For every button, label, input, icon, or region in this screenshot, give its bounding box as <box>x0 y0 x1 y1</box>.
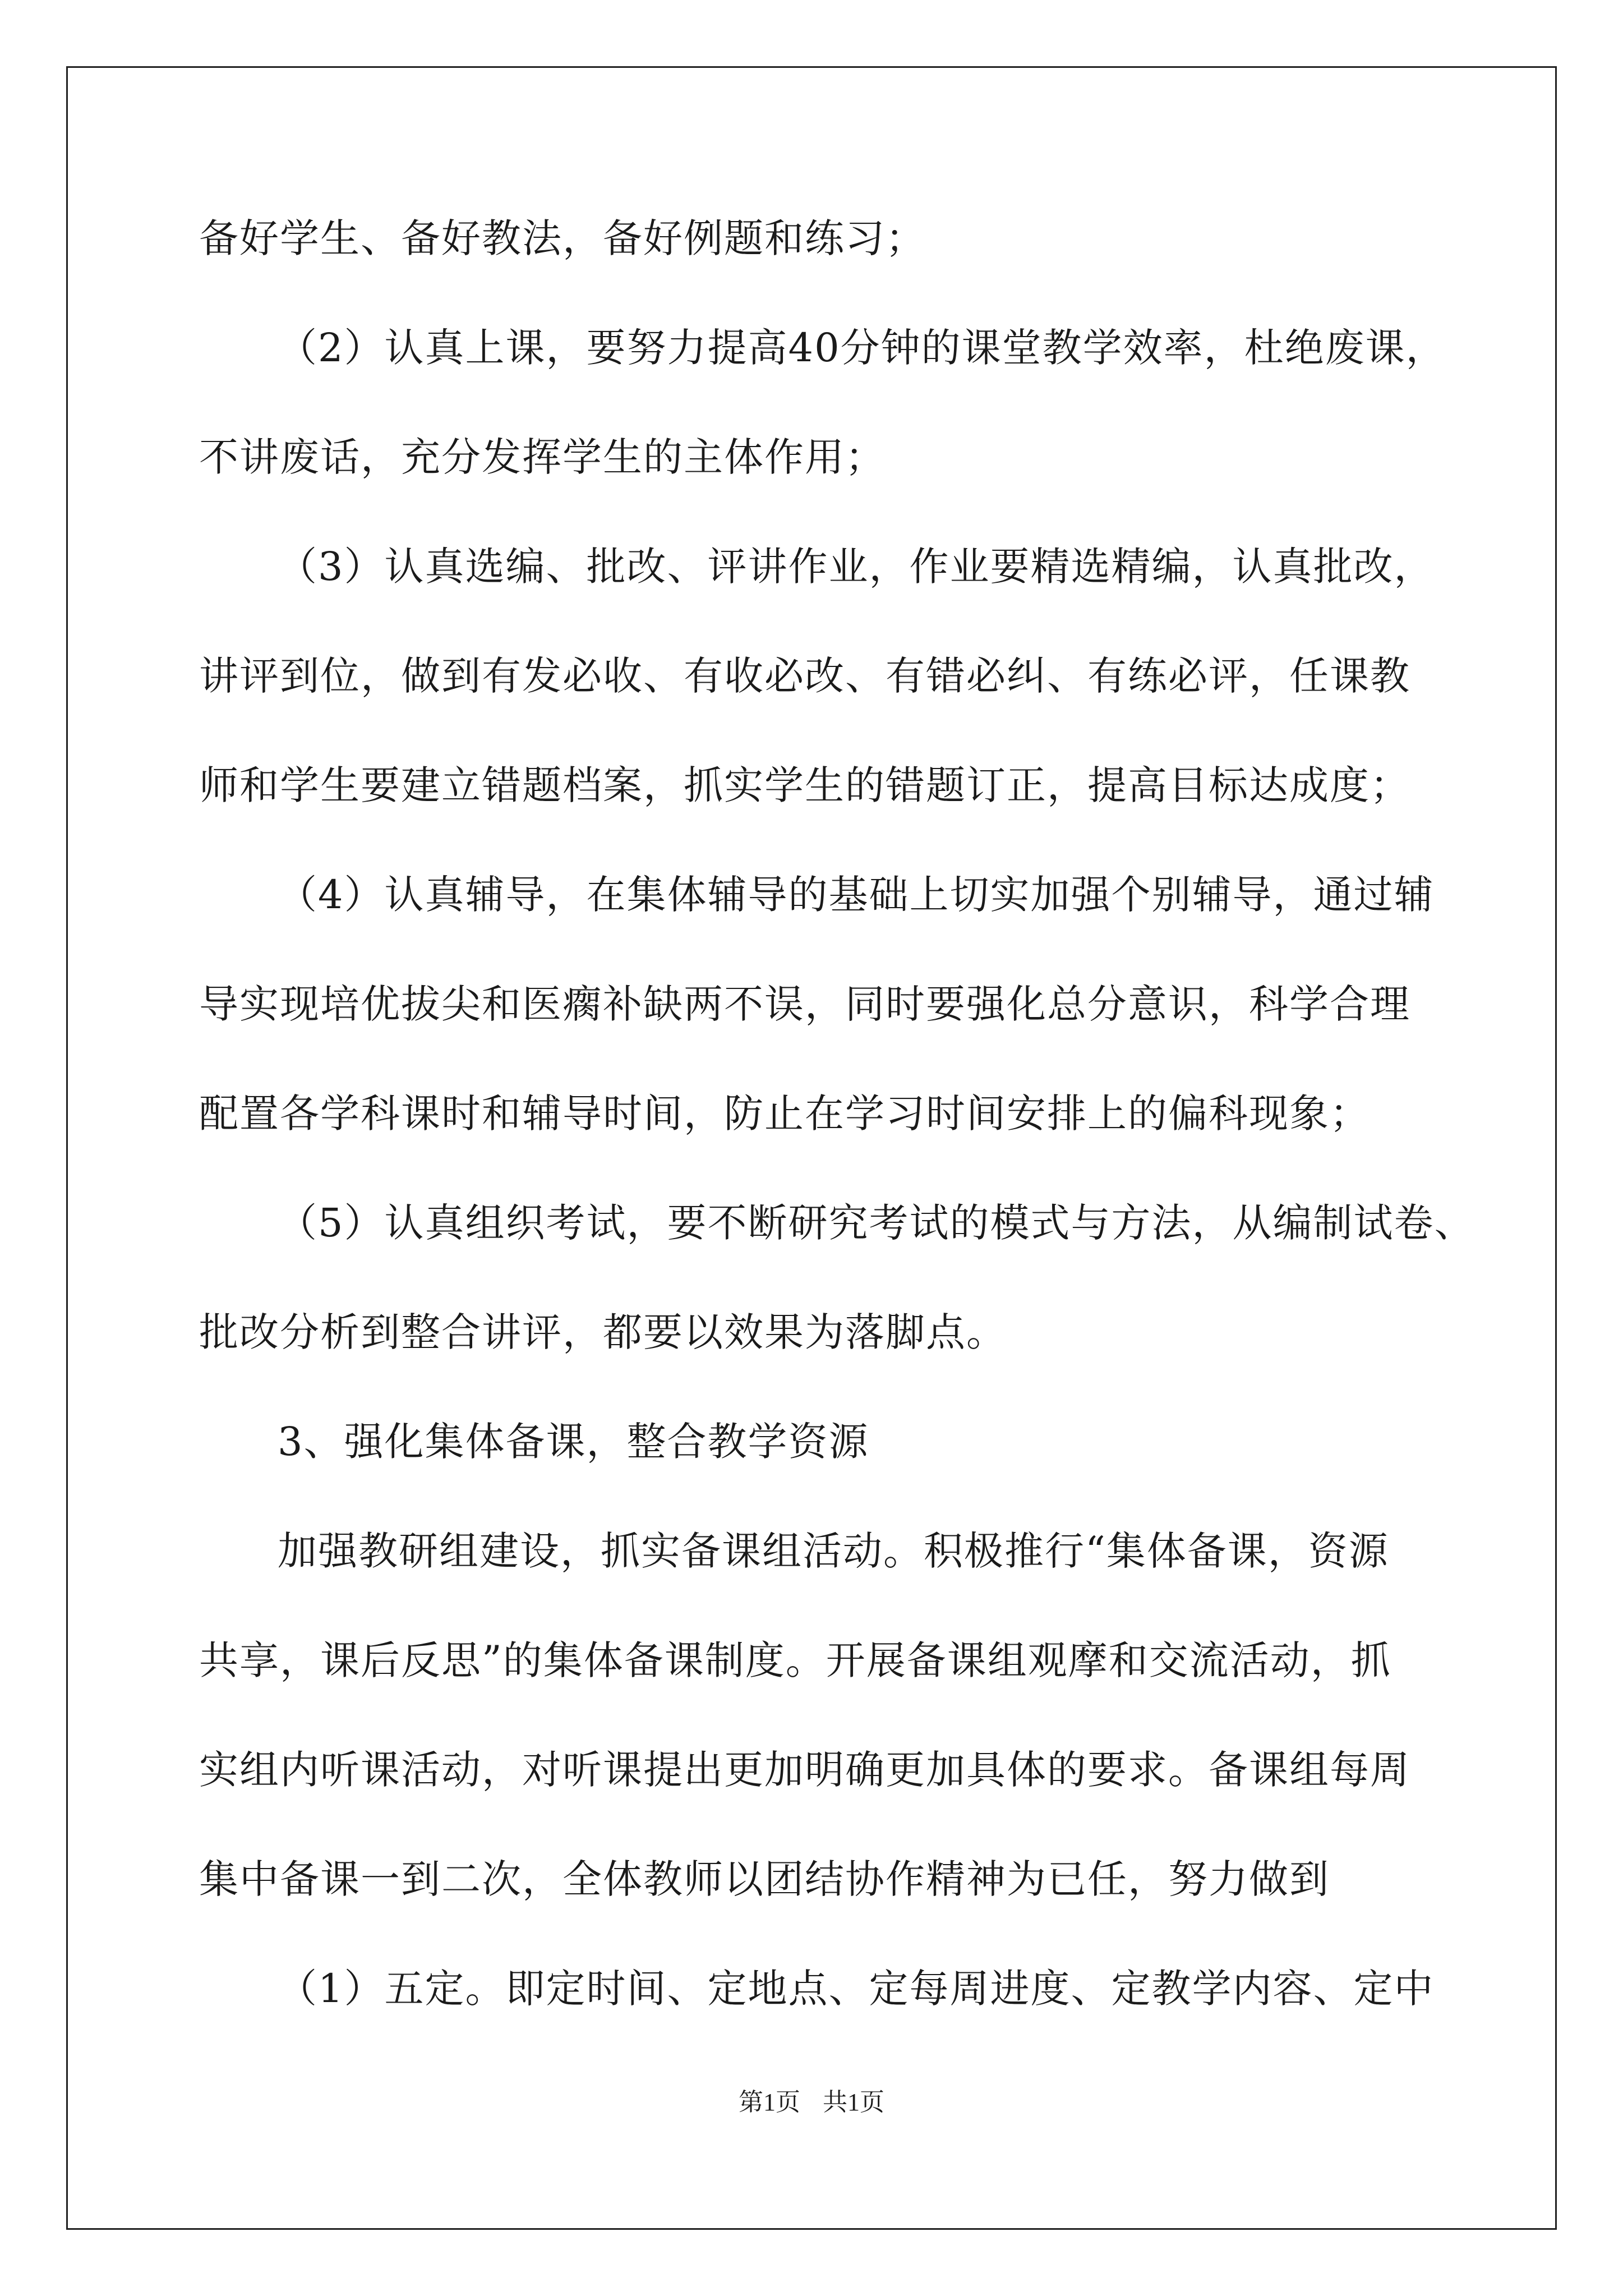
text-line: 共享，课后反思”的集体备课制度。开展备课组观摩和交流活动，抓 <box>199 1637 1391 1683</box>
text-line: （2）认真上课，要努力提高40分钟的课堂教学效率，杜绝废课， <box>278 325 1446 371</box>
page-footer <box>0 2086 1623 2119</box>
section-heading: 3、强化集体备课，整合教学资源 <box>278 1419 869 1465</box>
text-line: 不讲废话，充分发挥学生的主体作用； <box>199 434 886 480</box>
text-line: 配置各学科课时和辅导时间，防止在学习时间安排上的偏科现象； <box>199 1091 1370 1137</box>
text-line: （1）五定。即定时间、定地点、定每周进度、定教学内容、定中 <box>278 1966 1435 2012</box>
text-line: （4）认真辅导，在集体辅导的基础上切实加强个别辅导，通过辅 <box>278 872 1435 918</box>
page-total: 共1页 <box>823 2088 884 2116</box>
text-line: 师和学生要建立错题档案，抓实学生的错题订正，提高目标达成度； <box>199 762 1410 808</box>
text-line: 实组内听课活动，对听课提出更加明确更加具体的要求。备课组每周 <box>199 1747 1410 1793</box>
text-line: 集中备课一到二次，全体教师以团结协作精神为已任，努力做到 <box>199 1856 1330 1902</box>
text-line: 批改分析到整合讲评，都要以效果为落脚点。 <box>199 1309 1007 1355</box>
page-border <box>66 66 1557 2230</box>
text-line: 讲评到位，做到有发必收、有收必改、有错必纠、有练必评，任课教 <box>199 653 1410 699</box>
text-line: 备好学生、备好教法，备好例题和练习； <box>199 215 926 261</box>
text-line: （3）认真选编、批改、评讲作业，作业要精选精编，认真批改， <box>278 544 1435 590</box>
text-line: 导实现培优拔尖和医瘸补缺两不误，同时要强化总分意识，科学合理 <box>199 981 1410 1027</box>
text-line: （5）认真组织考试，要不断研究考试的模式与方法，从编制试卷、 <box>278 1200 1475 1246</box>
text-line: 加强教研组建设，抓实备课组活动。积极推行“集体备课，资源 <box>278 1528 1389 1574</box>
page-number: 第1页 <box>739 2088 800 2116</box>
